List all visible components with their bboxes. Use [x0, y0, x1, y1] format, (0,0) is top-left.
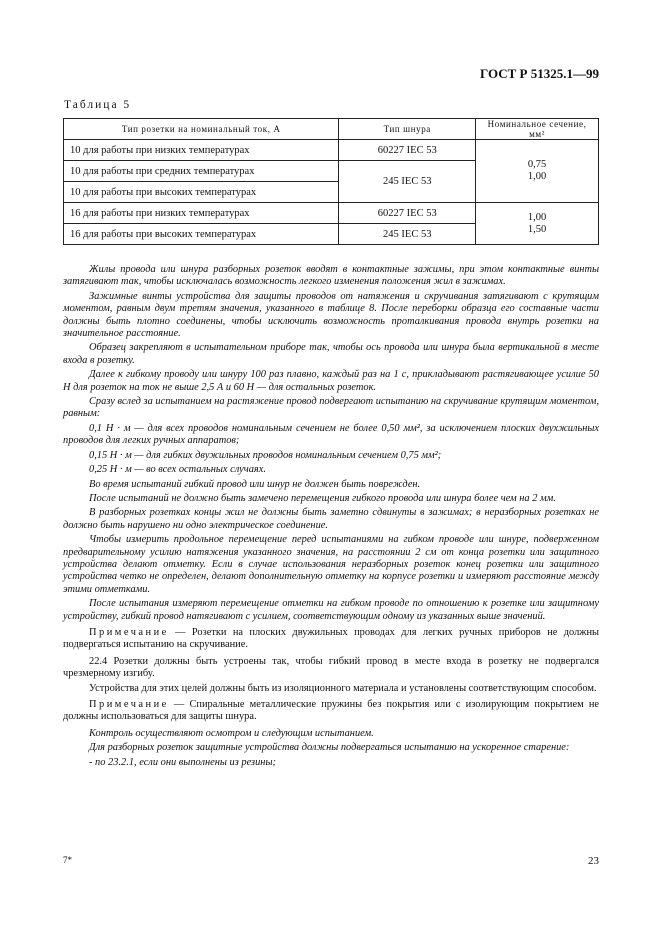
cell-socket: 10 для работы при высоких температурах — [64, 182, 339, 203]
note-label: Примечание — [89, 626, 169, 638]
note — [63, 699, 599, 724]
table-row — [64, 203, 599, 224]
paragraph: Жилы провода или шнура разборных розеток вводят в контактные зажимы, при этом контактные винты затягивают так, чтобы исключалась возможность легкого изменения положения жил в зажимах. — [63, 264, 599, 288]
cell-cord: 60227 IEC 53 — [339, 203, 476, 224]
paragraph: Во время испытаний гибкий провод или шнур не должен быть поврежден. — [89, 478, 421, 490]
cell-socket: 16 для работы при низких температурах — [64, 203, 339, 224]
body-text — [63, 264, 599, 771]
paragraph: Зажимные винты устройства для защиты проводов от натяжения и скручивания затягивают с крутящим моментом, равным двум третям значения, указанного в таблице 8. После переборки образца его составные части должны быть плотно соединены, чтобы исключить возможность проталкивания провода внутрь розетки на значительное расстояние. — [63, 290, 599, 340]
cell-socket: 10 для работы при средних температурах — [64, 161, 339, 182]
table-caption: Таблица 5 — [64, 99, 132, 111]
paragraph: 0,15 Н · м — для гибких двужильных проводов номинальным сечением 0,75 мм²; — [89, 449, 442, 461]
cell-section — [476, 140, 599, 203]
table-row — [64, 140, 599, 161]
note-text: — Спиральные металлические пружины без покрытия или с изолирующим покрытием не должны использоваться для защиты шнура. — [63, 699, 599, 723]
paragraph: Образец закрепляют в испытательном приборе так, чтобы ось провода или шнура была вертикальной в месте входа в розетку. — [63, 342, 599, 366]
note-label: Примечание — [89, 699, 169, 710]
clause-22-4: 22.4 Розетки должны быть устроены так, чтобы гибкий провод в месте входа в розетку не подвергался чрезмерному изгибу. — [63, 655, 599, 680]
paragraph: Контроль осуществляют осмотром и следующим испытанием. — [89, 727, 374, 739]
standard-header: ГОСТ Р 51325.1—99 — [480, 66, 599, 81]
paragraph: После испытаний не должно быть замечено перемещения гибкого провода или шнура более чем на 2 мм. — [89, 492, 556, 504]
header-cord-type: Тип шнура — [339, 119, 476, 140]
table-5 — [63, 118, 599, 245]
cell-cord: 60227 IEC 53 — [339, 140, 476, 161]
page-number: 23 — [588, 855, 599, 867]
paragraph: Устройства для этих целей должны быть из изоляционного материала и установлены соответствующим способом. — [89, 682, 597, 694]
table-header-row — [64, 119, 599, 140]
header-socket-type: Тип розетки на номинальный ток, А — [64, 119, 339, 140]
paragraph: Сразу вслед за испытанием на растяжение провод подвергают испытанию на скручивание крутящим моментом, равным: — [63, 396, 599, 420]
note — [63, 627, 599, 652]
footer-mark: 7* — [63, 855, 72, 865]
cell-cord: 245 IEC 53 — [339, 161, 476, 203]
note-text: — Розетки на плоских двужильных проводах для легких ручных приборов не должны подвергаться испытанию на скручивание. — [63, 626, 599, 651]
paragraph: - по 23.2.1, если они выполнены из резины; — [89, 756, 276, 768]
cell-socket: 10 для работы при низких температурах — [64, 140, 339, 161]
section-value: 0,75 1,00 — [527, 159, 547, 182]
cell-socket: 16 для работы при высоких температурах — [64, 224, 339, 245]
paragraph: 0,1 Н · м — для всех проводов номинальным сечением не более 0,50 мм², за исключением плоских двухжильных проводов для легких ручных аппаратов; — [63, 422, 599, 447]
cell-section — [476, 203, 599, 245]
cell-cord: 245 IEC 53 — [339, 224, 476, 245]
paragraph: После испытания измеряют перемещение отметки на гибком проводе по отношению к розетке или защитному устройству, гибкий провод натягивают с усилием, соответствующим одному из указанных выше значений. — [63, 598, 599, 622]
section-value: 1,00 1,50 — [527, 211, 547, 235]
paragraph: 0,25 Н · м — во всех остальных случаях. — [89, 464, 266, 476]
paragraph: Далее к гибкому проводу или шнуру 100 раз плавно, каждый раз на 1 с, прикладывают растягивающее усилие 50 Н для розеток на ток не выше 2,5 А и 60 Н — для остальных розеток. — [63, 369, 599, 393]
paragraph: В разборных розетках концы жил не должны быть заметно сдвинуты в зажимах; в неразборных розетках не должно быть нарушено ни одно электрическое соединение. — [63, 507, 599, 531]
header-section: Номинальное сечение, мм² — [476, 119, 599, 140]
paragraph: Для разборных розеток защитные устройства должны подвергаться испытанию на ускоренное старение: — [89, 742, 570, 754]
paragraph: Чтобы измерить продольное перемещение перед испытаниями на гибком проводе или шнуре, подверженном предварительному усилию натяжения указанного значения, на расстоянии 2 см от конца розетки или защитного устройства делают отметку. Если в случае использования неразборных розеток конец розетки или защитного устройства четко не определен, делают дополнительную отметку на корпусе розетки и измеряют расстояние между этими отметками. — [63, 534, 599, 595]
